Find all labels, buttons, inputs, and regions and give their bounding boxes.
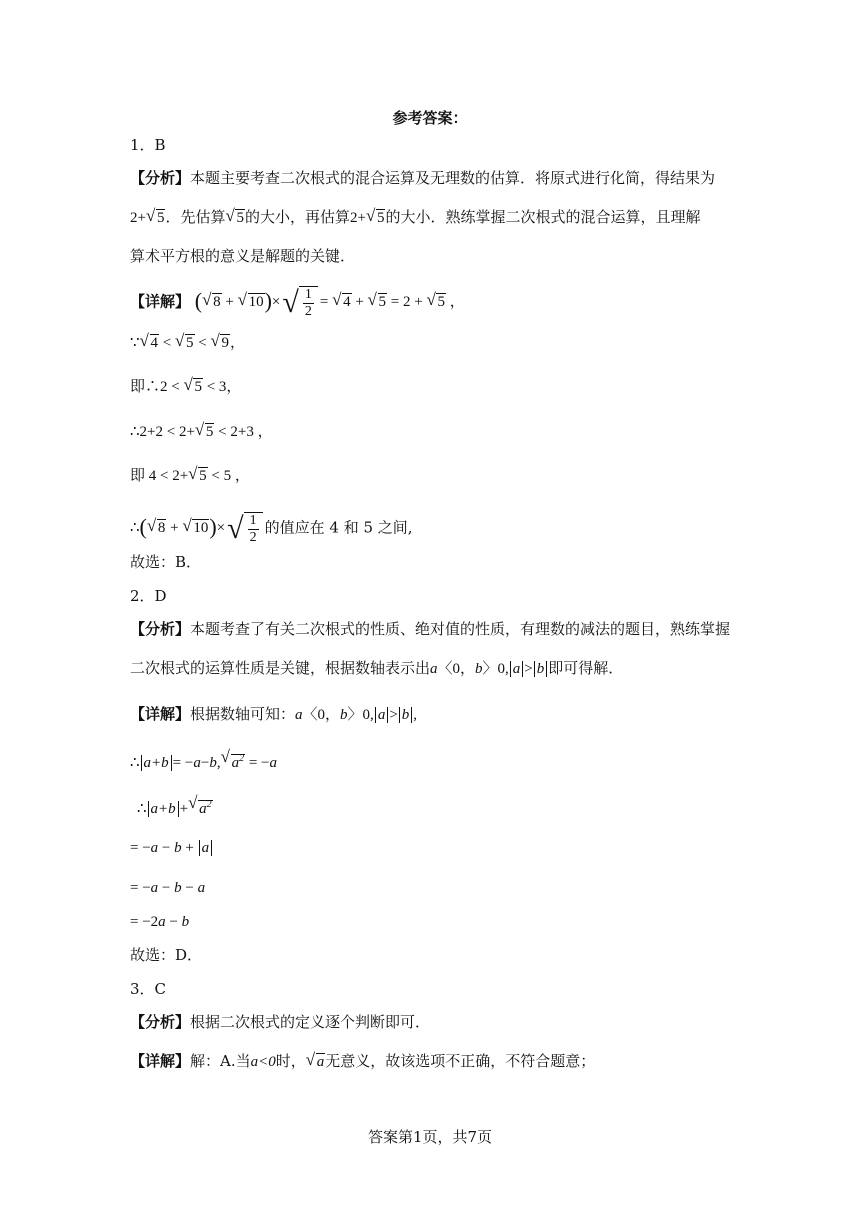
q2-analysis-line-2: 二次根式的运算性质是关键，根据数轴表示出a〈0，b〉0, a > b 即可得解． <box>130 659 624 677</box>
q3-analysis-label: 【分析】 <box>130 1013 191 1031</box>
q1-detail-line-5: 即 4 < 2+√ 5 < 5 ， <box>130 466 250 486</box>
q2-detail-line-5: = −a − b − a <box>130 880 206 896</box>
q2-analysis-line-1: 【分析】本题考查了有关二次根式的性质、绝对值的性质，有理数的减法的题目，熟练掌握 <box>130 620 731 638</box>
q2-answer: 2．D <box>130 587 167 605</box>
q2-detail-line-2: ∴ a+b = −a−b,√ $a^2 = -a$ <box>130 749 277 773</box>
q2-detail-line-1: 【详解】根据数轴可知：a〈0，b〉0, a > b , <box>130 705 418 723</box>
q3-analysis-line-1: 【分析】根据二次根式的定义逐个判断即可． <box>130 1013 431 1031</box>
q2-analysis-label: 【分析】 <box>130 620 191 638</box>
q1-analysis-label: 【分析】 <box>130 169 191 187</box>
q1-answer: 1．B <box>130 136 166 154</box>
q3-detail-label: 【详解】 <box>130 1052 191 1070</box>
q1-detail-line-1 <box>130 286 465 320</box>
q1-analysis-line-2: 2+√ 5．先估算√ 5的大小，再估算2+√ 5的大小．熟练掌握二次根式的混合运算，且理解 <box>130 207 700 228</box>
q1-conclusion: ∴(√ 8 + √ 10)× √ $\frac{1}{2}$ 的值应在 4 和 5 之间, <box>130 512 413 546</box>
page-footer: 答案第1页，共7页 <box>367 1128 493 1146</box>
q1-choice: 故选：B． <box>130 553 202 571</box>
q1-analysis-line-1: 【分析】本题主要考查二次根式的混合运算及无理数的估算．将原式进行化简，得结果为 <box>130 169 716 187</box>
q3-detail-line-1: 【详解】解：A.当a<0时，√ a无意义，故该选项不正确，不符合题意； <box>130 1051 595 1072</box>
q1-detail-line-4: ∴2+2 < 2+√ 5 < 2+3 ， <box>130 422 273 442</box>
q1-formula-1: (√ 8 + √ 10)× √ $\frac{1}{2}$ = √ 4 + √ 5 = 2 + √ 5 ， <box>195 294 465 310</box>
q2-detail-line-4: = −a − b + a <box>130 837 213 858</box>
q2-choice: 故选：D． <box>130 946 203 964</box>
q3-answer: 3．C <box>130 980 167 998</box>
q2-detail-label: 【详解】 <box>130 705 191 723</box>
q1-detail-label: 【详解】 <box>130 292 191 311</box>
page-title: 参考答案： <box>392 109 468 127</box>
q1-analysis-line-3: 算术平方根的意义是解题的关键． <box>130 247 356 265</box>
q2-detail-line-3: ∴ a+b +√ $a^2$ <box>137 795 213 819</box>
q2-detail-line-6: = −2a − b <box>130 914 190 930</box>
q1-detail-line-3: 即∴2 < √ 5 < 3， <box>130 377 241 397</box>
q1-detail-line-2: ∵√ 4 < √ 5 < √ 9， <box>130 333 245 353</box>
